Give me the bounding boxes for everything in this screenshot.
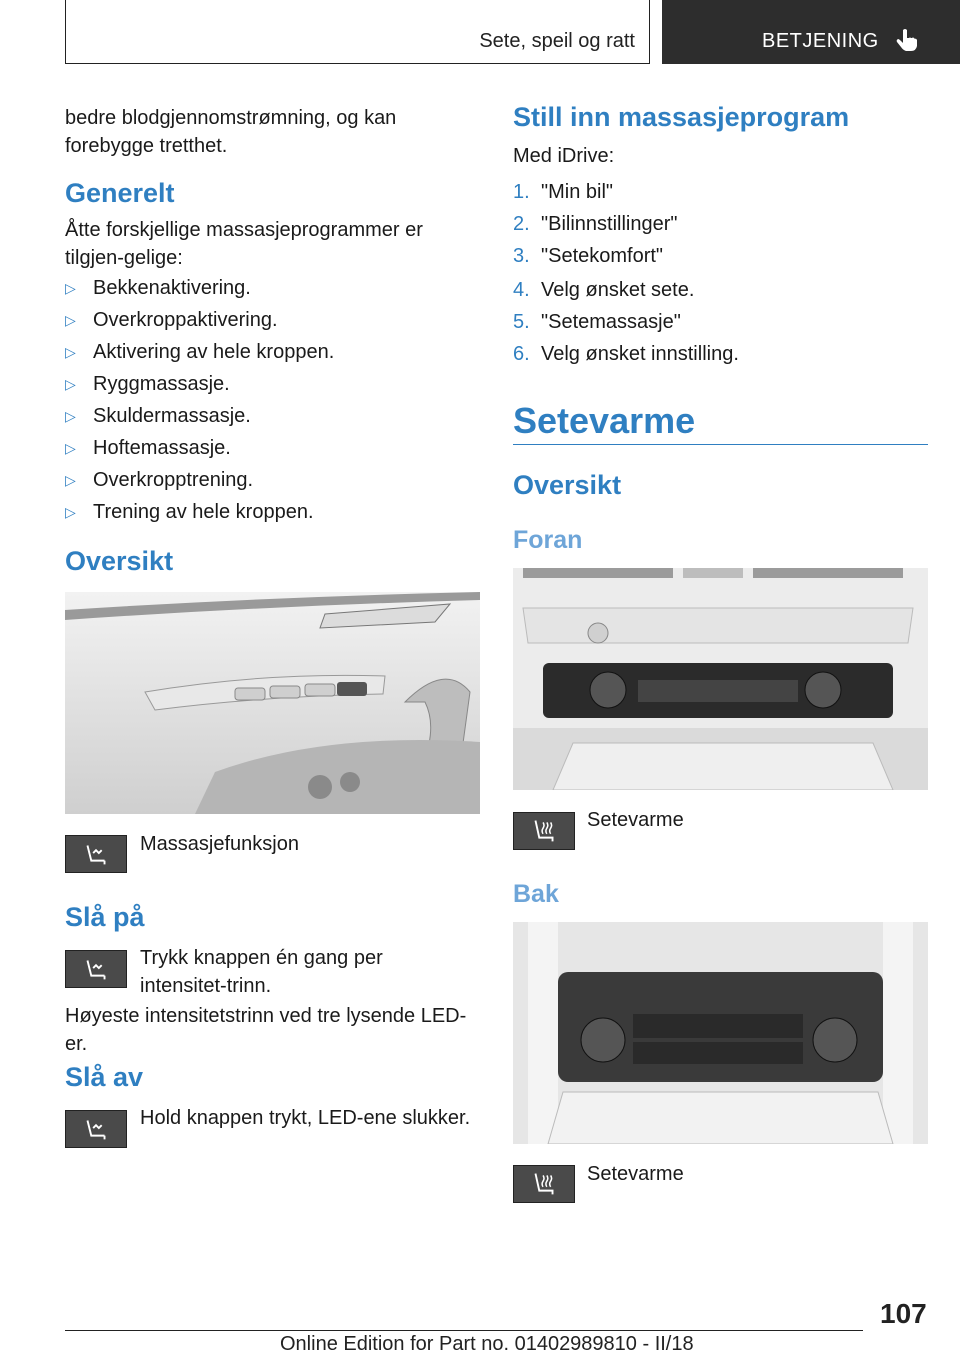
seat-massage-icon bbox=[65, 835, 127, 873]
foran-caption: Setevarme bbox=[587, 809, 684, 831]
triangle-bullet-icon: ▷ bbox=[65, 344, 76, 360]
triangle-bullet-icon: ▷ bbox=[65, 408, 76, 424]
triangle-bullet-icon: ▷ bbox=[65, 376, 76, 392]
setevarme-heading: Setevarme bbox=[513, 400, 696, 441]
header-section-box bbox=[65, 0, 650, 64]
massage-caption: Massasjefunksjon bbox=[140, 833, 299, 855]
front-climate-photo bbox=[513, 568, 928, 790]
sla-av-heading: Slå av bbox=[65, 1062, 144, 1092]
sla-av-text: Hold knappen trykt, LED-ene slukker. bbox=[140, 1107, 471, 1129]
header-chapter-box bbox=[662, 0, 960, 64]
generelt-text: Åtte forskjellige massasjeprogrammer er tilgjen-gelige: bbox=[65, 219, 423, 269]
footer-rule bbox=[65, 1330, 863, 1331]
door-massage-photo bbox=[65, 592, 480, 814]
massasje-heading: Still inn massasjeprogram bbox=[513, 102, 850, 132]
seat-massage-icon bbox=[65, 950, 127, 988]
bak-heading: Bak bbox=[513, 880, 559, 908]
hoyeste-text: Høyeste intensitetstrinn ved tre lysende LED-er. bbox=[65, 1005, 467, 1055]
sla-pa-heading: Slå på bbox=[65, 902, 145, 932]
pointing-hand-icon bbox=[894, 27, 920, 53]
oversikt-heading-right: Oversikt bbox=[513, 470, 622, 500]
triangle-bullet-icon: ▷ bbox=[65, 472, 76, 488]
heading-rule bbox=[513, 444, 928, 445]
page-number: 107 bbox=[880, 1298, 927, 1329]
triangle-bullet-icon: ▷ bbox=[65, 312, 76, 328]
triangle-bullet-icon: ▷ bbox=[65, 504, 76, 520]
triangle-bullet-icon: ▷ bbox=[65, 280, 76, 296]
triangle-bullet-icon: ▷ bbox=[65, 440, 76, 456]
seat-heating-icon bbox=[513, 812, 575, 850]
intro-text: bedre blodgjennomstrømning, og kan forebygge tretthet. bbox=[65, 107, 397, 157]
bak-caption: Setevarme bbox=[587, 1163, 684, 1185]
sla-pa-text: Trykk knappen én gang per intensitet-trinn. bbox=[140, 947, 383, 997]
footer-edition-text: Online Edition for Part no. 01402989810 - II/18 bbox=[280, 1333, 694, 1355]
oversikt-heading-left: Oversikt bbox=[65, 546, 174, 576]
generelt-heading: Generelt bbox=[65, 178, 175, 208]
header-section-title: Sete, speil og ratt bbox=[479, 30, 635, 52]
header-chapter-title: BETJENING bbox=[762, 30, 879, 52]
rear-climate-photo bbox=[513, 922, 928, 1144]
foran-heading: Foran bbox=[513, 526, 583, 554]
seat-heating-icon bbox=[513, 1165, 575, 1203]
med-idrive-text: Med iDrive: bbox=[513, 145, 615, 167]
seat-massage-icon bbox=[65, 1110, 127, 1148]
